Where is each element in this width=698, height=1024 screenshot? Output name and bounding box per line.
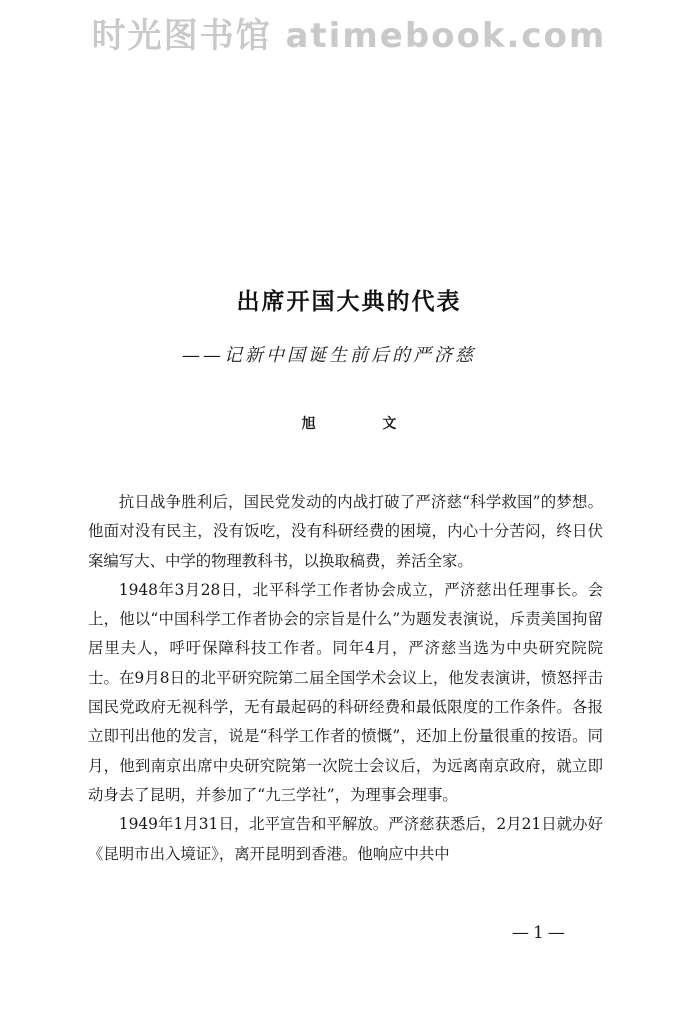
page-number: —1—	[512, 923, 569, 943]
author-name: 旭 文	[301, 416, 419, 432]
article-title: 出席开国大典的代表	[236, 288, 462, 315]
article-body	[88, 488, 603, 869]
paragraph-3: 1949年1月31日，北平宣告和平解放。严济慈获悉后，2月21日就办好《昆明市出入境证》，离开昆明到香港。他响应中共中	[88, 815, 603, 863]
article-subtitle: ——记新中国诞生前后的严济慈	[182, 345, 476, 366]
paragraph-1: 抗日战争胜利后，国民党发动的内战打破了严济慈“科学救国”的梦想。他面对没有民主，没有饭吃，没有科研经费的困境，内心十分苦闷，终日伏案编写大、中学的物理教科书，以换取稿费，养活全家。	[88, 493, 603, 570]
paragraph-2: 1948年3月28日，北平科学工作者协会成立，严济慈出任理事长。会上，他以“中国科学工作者协会的宗旨是什么”为题发表演说，斥责美国拘留居里夫人，呼吁保障科技工作者。同年4月，严济慈当选为中央研究院院士。在9月8日的北平研究院第二届全国学术会议上，他发表演讲，愤怒抨击国民党政府无视科学，无有最起码的科研经费和最低限度的工作条件。各报立即刊出他的发言，说是“科学工作者的愤慨”，还加上份量很重的按语。同月，他到南京出席中央研究院第一次院士会议后，为远离南京政府，就立即动身去了昆明，并参加了“九三学社”，为理事会理事。	[88, 580, 603, 804]
watermark: 时光图书馆 atimebook.com	[91, 16, 607, 56]
